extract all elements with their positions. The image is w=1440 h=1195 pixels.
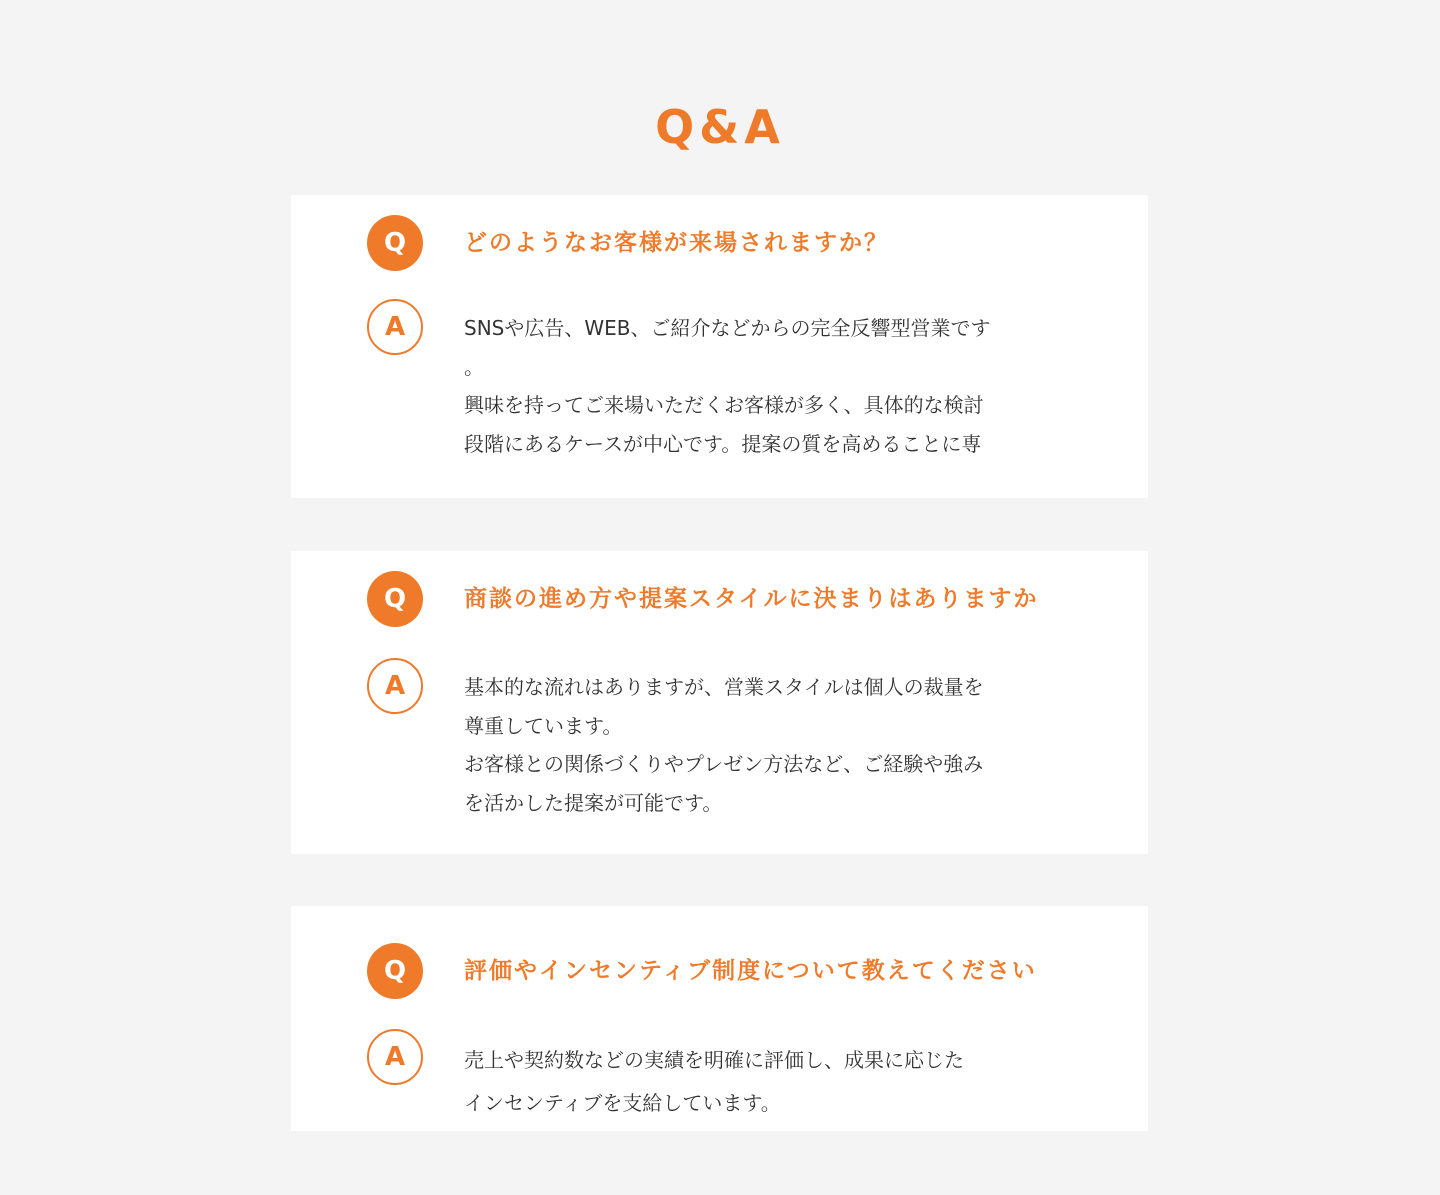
answer-line: 尊重しています。 (464, 713, 623, 738)
answer-line: インセンティブを支給しています。 (464, 1091, 781, 1115)
answer-badge: A (367, 299, 423, 355)
answer-text (464, 668, 1064, 822)
answer-line: 興味を持ってご来場いただくお客様が多く、具体的な検討 (464, 393, 984, 417)
answer-line: 基本的な流れはありますが、営業スタイルは個人の裁量を (464, 675, 984, 699)
answer-line: SNSや広告、WEB、ご紹介などからの完全反響型営業です (464, 316, 991, 340)
answer-line: 段階にあるケースが中心です。提案の質を高めることに専 (464, 431, 982, 456)
answer-text (464, 309, 1064, 463)
question-badge: Q (367, 571, 423, 627)
qa-item (291, 551, 1148, 854)
qa-item (291, 195, 1148, 498)
question-text: どのようなお客様が来場されますか？ (464, 230, 889, 256)
answer-badge: A (367, 658, 423, 714)
answer-badge: A (367, 1029, 423, 1085)
answer-text (464, 1039, 1064, 1125)
answer-line: 。 (464, 354, 484, 379)
question-badge: Q (367, 943, 423, 999)
answer-line: 売上や契約数などの実績を明確に評価し、成果に応じた (464, 1048, 964, 1072)
answer-line: お客様との関係づくりやプレゼン方法など、ご経験や強み (464, 752, 984, 776)
question-text: 商談の進め方や提案スタイルに決まりはありますか (464, 586, 1039, 612)
answer-line: を活かした提案が可能です。 (464, 790, 723, 815)
qa-item (291, 906, 1148, 1131)
question-badge: Q (367, 215, 423, 271)
question-text: 評価やインセンティブ制度について教えてください (464, 958, 1037, 984)
page-title: Q&A (655, 99, 785, 154)
